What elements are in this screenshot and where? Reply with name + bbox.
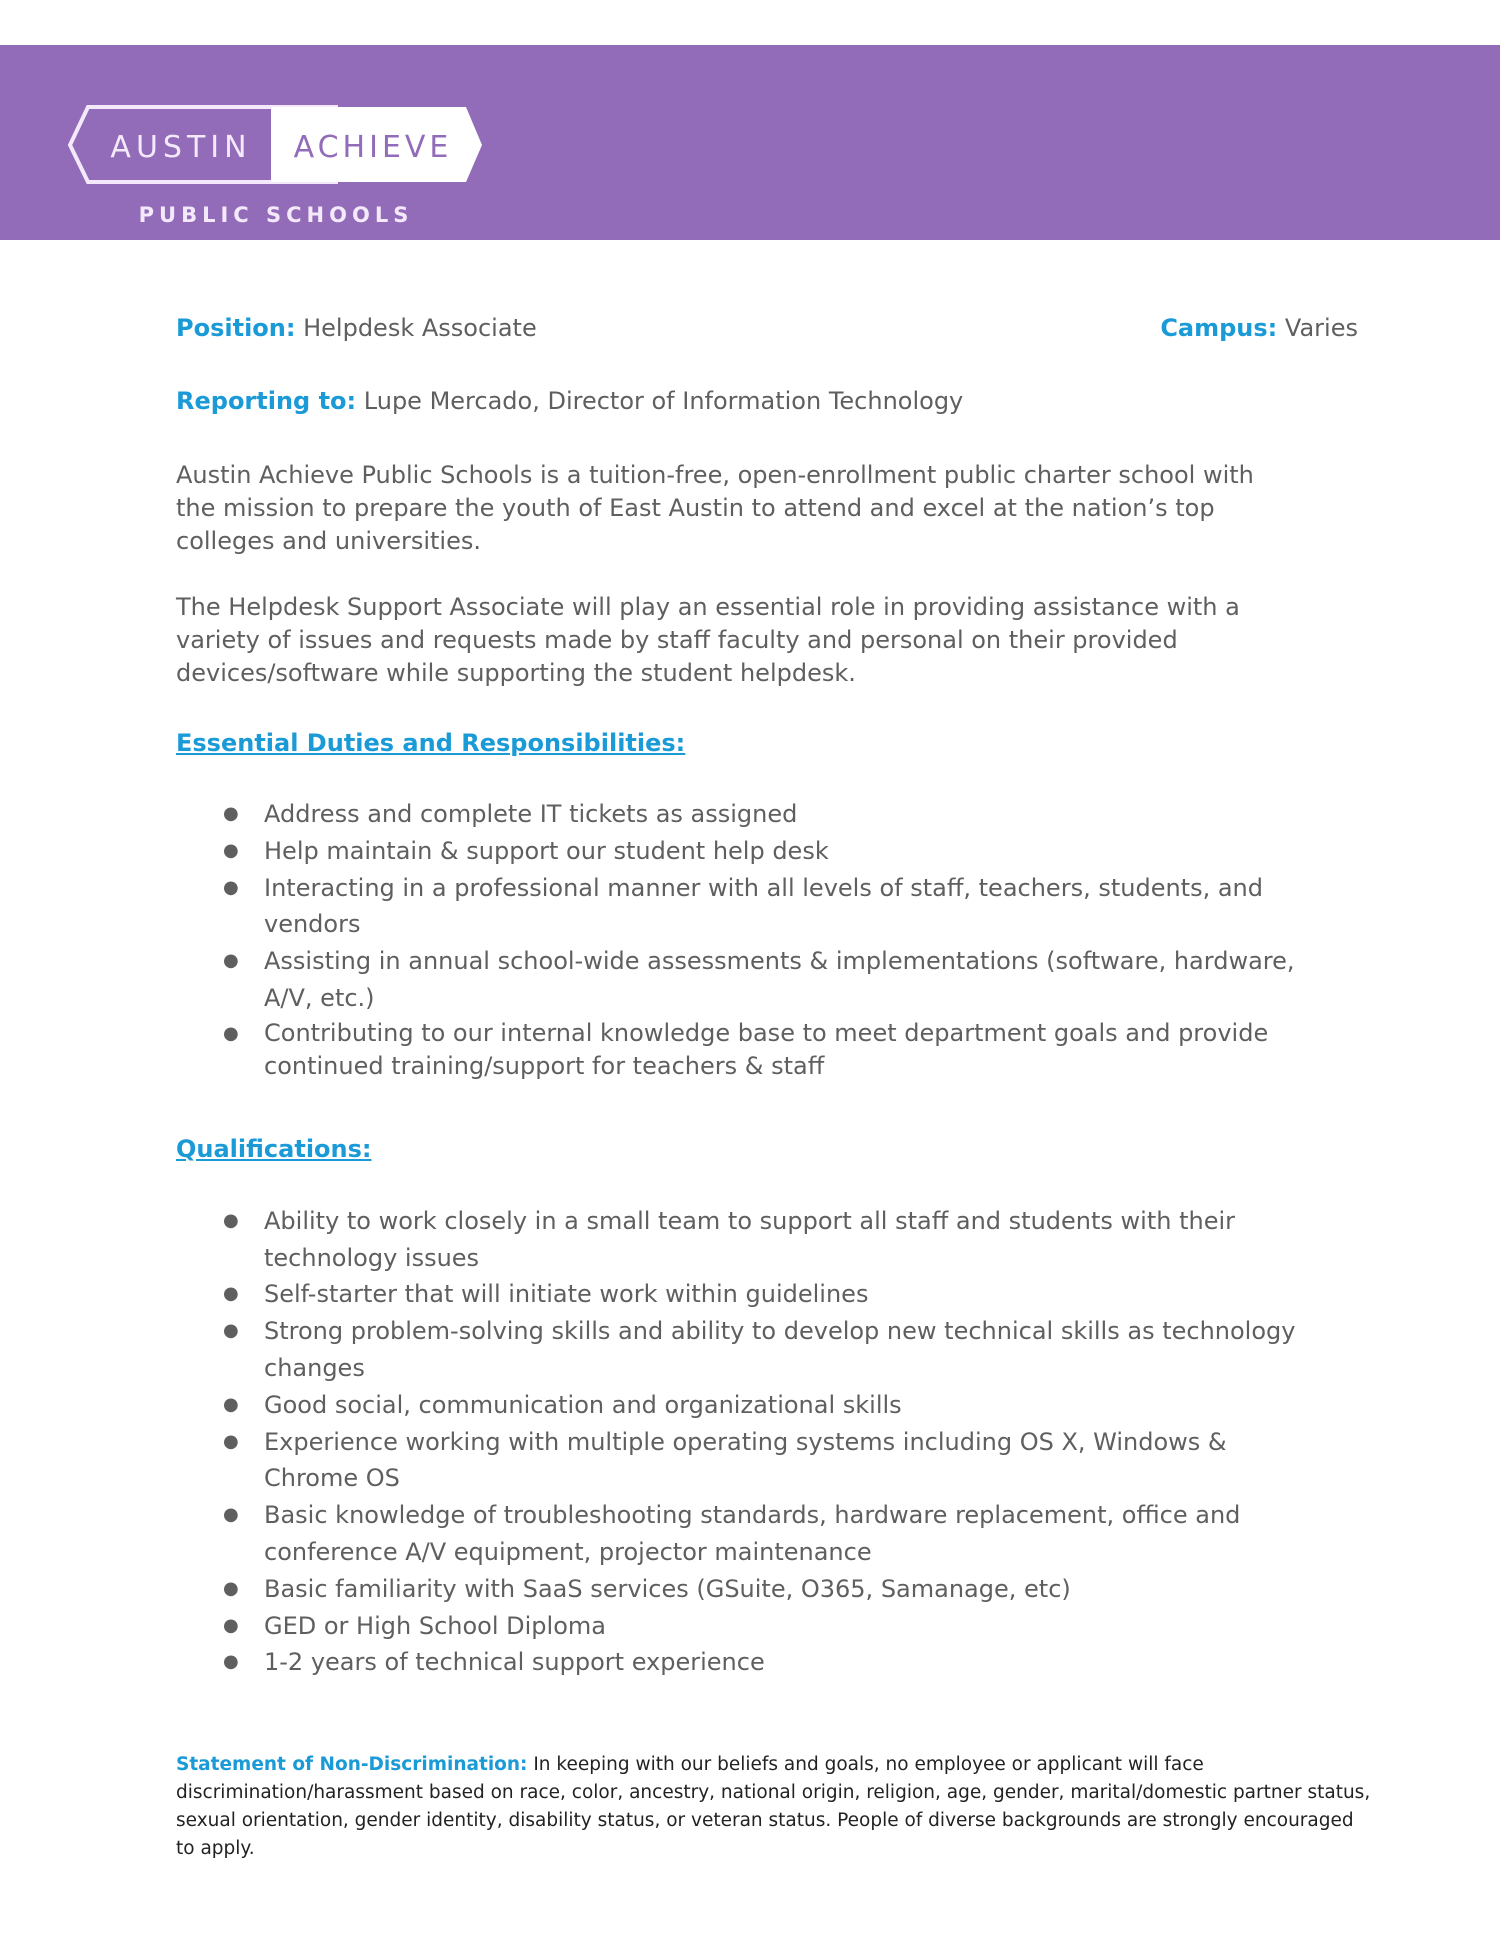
- list-item: [223, 796, 1304, 833]
- list-item: [223, 1017, 1304, 1083]
- list-item-text: Basic familiarity with SaaS services (GSuite, O365, Samanage, etc): [264, 1574, 1071, 1603]
- campus-field: [1160, 312, 1358, 345]
- bullet-icon: ●: [223, 1320, 239, 1342]
- logo-subtext: PUBLIC SCHOOLS: [138, 203, 414, 227]
- list-item: [223, 1608, 1304, 1645]
- qualifications-list: [176, 1203, 1304, 1681]
- campus-label: Campus:: [1160, 314, 1278, 342]
- statement-text: In keeping with our beliefs and goals, no employee or applicant will face discrimination/harassment based on race, color, ancestry, national origin, religion, age, gender, marital/domestic partner status, sexual orientation, gender identity, disability status, or veteran status. People of diverse backgrounds are strongly encouraged to apply.: [176, 1754, 1371, 1859]
- bullet-icon: ●: [223, 1209, 239, 1231]
- bullet-icon: ●: [223, 876, 239, 898]
- austin-achieve-logo: [66, 95, 486, 245]
- qualifications-heading: Qualifications:: [176, 1134, 372, 1163]
- list-item: [223, 1313, 1304, 1387]
- bullet-icon: ●: [223, 1614, 239, 1636]
- list-item-text: Good social, communication and organizational skills: [264, 1390, 902, 1419]
- list-item-text: Address and complete IT tickets as assigned: [264, 800, 798, 828]
- list-item-text: Assisting in annual school-wide assessments & implementations (software, hardware, A/V, etc.): [264, 947, 1295, 1012]
- reporting-label: Reporting to:: [176, 387, 357, 415]
- list-item-text: 1-2 years of technical support experience: [264, 1648, 765, 1677]
- list-item: [223, 1644, 1304, 1681]
- reporting-field: [176, 385, 1356, 418]
- job-description: [176, 312, 1356, 1681]
- list-item-text: Ability to work closely in a small team to support all staff and students with their technology issues: [264, 1206, 1236, 1272]
- list-item-text: Basic knowledge of troubleshooting standards, hardware replacement, office and conference A/V equipment, projector maintenance: [264, 1501, 1241, 1566]
- list-item: [223, 943, 1304, 1017]
- position-field: [176, 312, 537, 345]
- list-item: [223, 1203, 1304, 1277]
- bullet-icon: ●: [223, 1430, 239, 1452]
- bullet-icon: ●: [223, 1022, 239, 1044]
- non-discrimination-statement: [176, 1751, 1376, 1863]
- list-item: [223, 1571, 1104, 1608]
- reporting-value: Lupe Mercado, Director of Information Technology: [363, 387, 964, 415]
- bullet-icon: ●: [223, 839, 239, 861]
- bullet-icon: ●: [223, 803, 239, 824]
- position-campus-row: [176, 312, 1356, 345]
- role-summary-paragraph: The Helpdesk Support Associate will play an essential role in providing assistance with a variety of issues and requests made by staff faculty and personal on their provided devices/software while supporting the student helpdesk.: [176, 593, 1240, 687]
- list-item-text: Help maintain & support our student help desk: [264, 836, 829, 865]
- intro-paragraph: Austin Achieve Public Schools is a tuition-free, open-enrollment public charter school with the mission to prepare the youth of East Austin to attend and excel at the nation’s top colleges and universities.: [176, 461, 1254, 555]
- bullet-icon: ●: [223, 1504, 239, 1526]
- position-label: Position:: [176, 314, 296, 342]
- list-item-text: Strong problem-solving skills and ability to develop new technical skills as technology changes: [264, 1317, 1296, 1382]
- list-item-text: Interacting in a professional manner with all levels of staff, teachers, students, and vendors: [264, 873, 1263, 939]
- duties-heading: Essential Duties and Responsibilities:: [176, 729, 686, 757]
- bullet-icon: ●: [223, 1393, 239, 1415]
- list-item-text: GED or High School Diploma: [264, 1611, 606, 1640]
- list-item-text: Experience working with multiple operating systems including OS X, Windows & Chrome OS: [264, 1427, 1227, 1493]
- logo-text-left: AUSTIN: [110, 130, 252, 165]
- position-value: Helpdesk Associate: [303, 314, 537, 342]
- bullet-icon: ●: [223, 950, 239, 972]
- bullet-icon: ●: [223, 1283, 239, 1305]
- logo-text-right: ACHIEVE: [293, 130, 453, 165]
- list-item: [223, 833, 1304, 870]
- list-item: [223, 870, 1304, 944]
- list-item: [223, 1387, 1304, 1424]
- bullet-icon: ●: [223, 1577, 239, 1599]
- header-banner: [0, 45, 1500, 240]
- statement-label: Statement of Non-Discrimination:: [176, 1754, 528, 1775]
- list-item-text: Contributing to our internal knowledge base to meet department goals and provide continued training/support for teachers & staff: [264, 1018, 1269, 1080]
- bullet-icon: ●: [223, 1651, 239, 1673]
- list-item: [223, 1276, 1304, 1313]
- duties-list: [176, 796, 1304, 1083]
- list-item: [223, 1497, 1304, 1571]
- list-item: [223, 1424, 1304, 1498]
- list-item-text: Self-starter that will initiate work within guidelines: [264, 1280, 869, 1309]
- campus-value: Varies: [1284, 314, 1358, 342]
